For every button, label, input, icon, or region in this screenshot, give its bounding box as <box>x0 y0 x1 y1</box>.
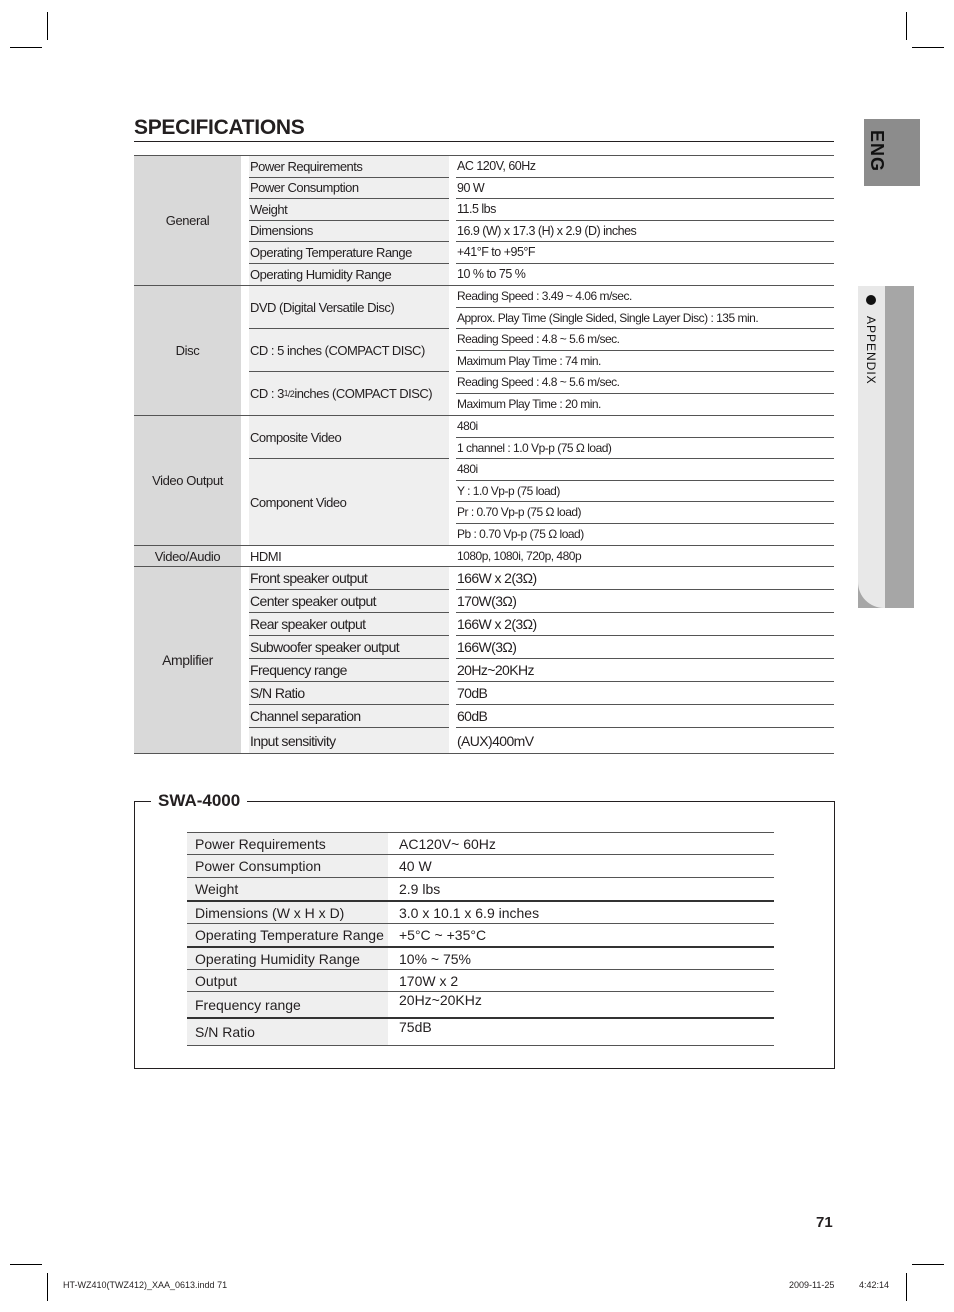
spec-group-video-audio <box>134 546 834 567</box>
crop-mark <box>906 1273 907 1301</box>
spec-label: CD : 3 1 /2 inches (COMPACT DISC) <box>249 372 449 415</box>
footer-date: 2009-11-25 <box>789 1280 835 1290</box>
spec-label: Power Consumption <box>249 178 449 200</box>
spec-value: 166W x 2(3Ω) <box>456 567 834 590</box>
footer-time: 4:42:14 <box>859 1280 890 1290</box>
page-number: 71 <box>816 1214 833 1231</box>
specifications-table <box>134 155 834 754</box>
swa-spec-value: 2.9 lbs <box>399 881 441 897</box>
spec-label: Front speaker output <box>249 567 449 590</box>
swa-spec-label: Power Consumption <box>187 855 388 877</box>
spec-label: DVD (Digital Versatile Disc) <box>249 286 449 329</box>
swa-spec-value: 10% ~ 75% <box>399 950 471 967</box>
crop-mark <box>912 47 944 48</box>
swa-title: SWA-4000 <box>151 791 247 811</box>
spec-value: 170W(3Ω) <box>456 590 834 613</box>
spec-group-disc <box>134 286 834 416</box>
swa-spec-value: +5°C ~ +35°C <box>399 927 487 943</box>
swa-spec-value: 20Hz~20KHz <box>399 992 482 1008</box>
spec-value: 480i <box>456 416 834 438</box>
spec-value: 16.9 (W) x 17.3 (H) x 2.9 (D) inches <box>456 221 834 243</box>
swa-spec-value: 40 W <box>399 858 432 874</box>
group-label: Disc <box>134 286 242 415</box>
spec-group-general <box>134 155 834 286</box>
page-title: SPECIFICATIONS <box>134 116 305 139</box>
spec-label: Power Requirements <box>249 156 449 178</box>
swa-spec-label: Dimensions (W x H x D) <box>187 902 388 923</box>
spec-group-amplifier <box>134 567 834 754</box>
spec-value: 11.5 lbs <box>456 199 834 221</box>
spec-value: 166W(3Ω) <box>456 636 834 659</box>
spec-label: Composite Video <box>249 416 449 459</box>
spec-value: Y : 1.0 Vp-p (75 load) <box>456 481 834 503</box>
spec-label: Rear speaker output <box>249 613 449 636</box>
crop-mark <box>912 1264 944 1265</box>
group-label: Video/Audio <box>134 546 242 566</box>
spec-label: Operating Temperature Range <box>249 242 449 264</box>
spec-value: Reading Speed : 3.49 ~ 4.06 m/sec. <box>456 286 834 308</box>
spec-value: 10 % to 75 % <box>457 267 526 282</box>
spec-value: Pb : 0.70 Vp-p (75 Ω load) <box>457 527 584 542</box>
bullet-icon <box>866 295 876 305</box>
swa-spec-value: 75dB <box>399 1019 432 1035</box>
spec-value: Reading Speed : 4.8 ~ 5.6 m/sec. <box>456 372 834 394</box>
spec-value: Pr : 0.70 Vp-p (75 Ω load) <box>456 502 834 524</box>
spec-label: Subwoofer speaker output <box>249 636 449 659</box>
swa-spec-label: Weight <box>187 878 388 900</box>
spec-label: Input sensitivity <box>249 728 449 753</box>
crop-mark <box>47 12 48 40</box>
swa-spec-value: AC120V~ 60Hz <box>399 835 496 852</box>
crop-mark <box>10 1264 42 1265</box>
spec-label: S/N Ratio <box>249 682 449 705</box>
spec-label: Channel separation <box>249 705 449 728</box>
spec-value: Maximum Play Time : 20 min. <box>457 397 601 412</box>
language-tab-label: ENG <box>867 130 887 173</box>
spec-value: Reading Speed : 4.8 ~ 5.6 m/sec. <box>456 329 834 351</box>
spec-label: Operating Humidity Range <box>249 264 449 286</box>
spec-value: 20Hz~20KHz <box>456 659 834 682</box>
spec-group-video-output <box>134 416 834 546</box>
section-tab-label: APPENDIX <box>864 316 878 385</box>
crop-mark <box>47 1273 48 1301</box>
footer-filename: HT-WZ410(TWZ412)_XAA_0613.indd 71 <box>63 1280 228 1290</box>
swa-spec-label: Power Requirements <box>187 833 388 854</box>
group-label: General <box>134 156 242 285</box>
spec-value: Approx. Play Time (Single Sided, Single Layer Disc) : 135 min. <box>456 308 834 330</box>
swa-spec-label: Output <box>187 970 388 991</box>
crop-mark <box>906 12 907 40</box>
spec-value: 60dB <box>456 705 834 728</box>
swa-spec-label: S/N Ratio <box>187 1019 388 1045</box>
spec-label: CD : 5 inches (COMPACT DISC) <box>249 329 449 372</box>
swa-spec-label: Operating Humidity Range <box>187 948 388 969</box>
spec-label: HDMI <box>249 546 449 566</box>
spec-value: AC 120V, 60Hz <box>456 156 834 178</box>
crop-mark <box>10 47 42 48</box>
swa-spec-label: Operating Temperature Range <box>187 924 388 946</box>
spec-value: 90 W <box>456 178 834 200</box>
spec-value: Maximum Play Time : 74 min. <box>456 351 834 373</box>
spec-label: Frequency range <box>249 659 449 682</box>
spec-value: 480i <box>456 459 834 481</box>
spec-label: Component Video <box>249 459 449 545</box>
spec-label: Weight <box>249 199 449 221</box>
group-label: Video Output <box>134 416 242 545</box>
swa-spec-value: 170W x 2 <box>399 972 459 989</box>
spec-value: +41°F to +95°F <box>456 242 834 264</box>
swa-spec-value: 3.0 x 10.1 x 6.9 inches <box>399 904 540 921</box>
group-label: Amplifier <box>134 567 242 753</box>
spec-value: (AUX)400mV <box>457 732 534 749</box>
spec-label: Dimensions <box>249 221 449 243</box>
spec-label: Center speaker output <box>249 590 449 613</box>
title-divider <box>134 141 834 142</box>
spec-value: 1 channel : 1.0 Vp-p (75 Ω load) <box>456 438 834 460</box>
swa-spec-label: Frequency range <box>187 992 388 1017</box>
spec-value: 1080p, 1080i, 720p, 480p <box>457 549 582 563</box>
spec-value: 70dB <box>456 682 834 705</box>
swa-spec-table <box>187 832 774 1046</box>
spec-value: 166W x 2(3Ω) <box>456 613 834 636</box>
